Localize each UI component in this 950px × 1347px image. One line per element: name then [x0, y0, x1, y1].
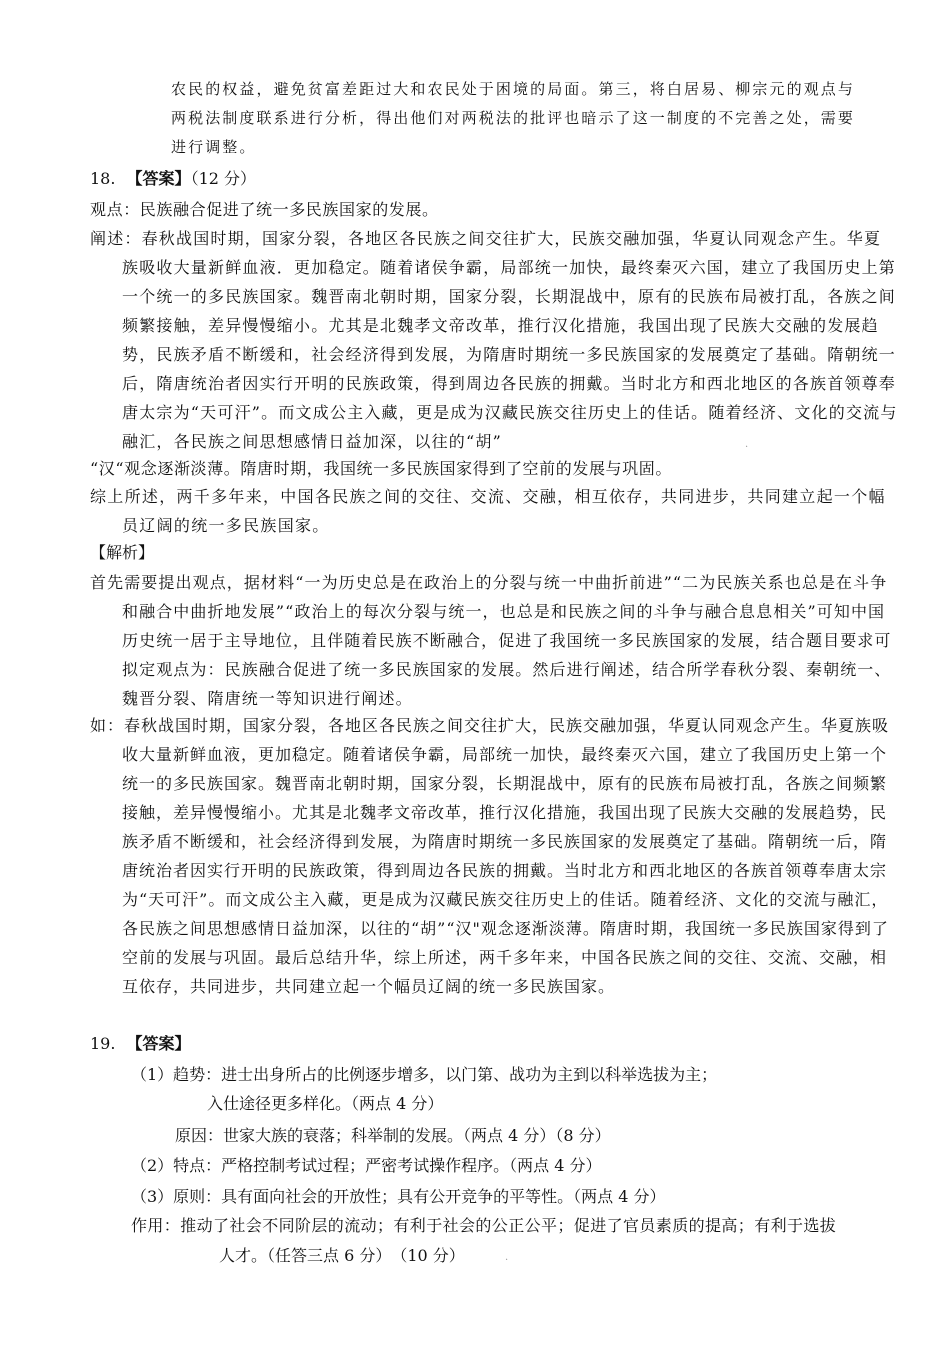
q19-part3: （3）原则：具有面向社会的开放性；具有公开竞争的平等性。（两点 4 分） [131, 1187, 666, 1206]
q18-analysis-label: 【解析】 [90, 543, 155, 562]
q18-example: 如：春秋战国时期，国家分裂，各地区各民族之间交往扩大，民族交融加强，华夏认同观念产生。华夏族吸收大量新鲜血液，更加稳定。随着诸侯争霸，局部统一加快，最终秦灭六国，建立了我国历史上第一个统一的多民族国家。魏晋南北朝时期，国家分裂，长期混战中，原有的民族布局被打乱，各族之间频繁接触，差异慢慢缩小。尤其是北魏孝文帝改革，推行汉化措施，我国出现了民族大交融的发展趋势，民族矛盾不断缓和，社会经济得到发展，为隋唐时期统一多民族国家的发展奠定了基础。隋朝统一后，隋唐统治者因实行开明的民族政策，得到周边各民族的拥戴。当时北方和西北地区的各族首领尊奉唐太宗为“天可汗”。而文成公主入藏，更是成为汉藏民族交往历史上的佳话。随着经济、文化的交流与融汇，各民族之间思想感情日益加深，以往的“胡”“汉"观念逐渐淡薄。隋唐时期，我国统一多民族国家得到了空前的发展与巩固。最后总结升华，综上所述，两千多年来，中国各民族之间的交往、交流、交融，相互依存，共同进步，共同建立起一个幅员辽阔的统一多民族国家。 [90, 716, 890, 996]
q18-analysis: 首先需要提出观点，据材料“一为历史总是在政治上的分裂与统一中曲折前进”“二为民族关系也总是在斗争和融合中曲折地发展”“政治上的每次分裂与统一，也总是和民族之间的斗争与融合息息相关”可知中国历史统一居于主导地位，且伴随着民族不断融合，促进了我国统一多民族国家的发展，结合题目要求可拟定观点为：民族融合促进了统一多民族国家的发展。然后进行阐述，结合所学春秋分裂、秦朝统一、魏晋分裂、隋唐统一等知识进行阐述。 [90, 573, 892, 708]
q19-part3-role: 作用：推动了社会不同阶层的流动；有利于社会的公正公平；促进了官员素质的提高；有利于选拔 [131, 1216, 837, 1235]
q18-elaboration-tail: “汉“观念逐渐淡薄。隋唐时期，我国统一多民族国家得到了空前的发展与巩固。 [90, 459, 672, 478]
q18-heading [90, 164, 256, 193]
q18-score: （12 分） [190, 169, 257, 188]
q18-summary: 综上所述，两千多年来，中国各民族之间的交往、交流、交融，相互依存，共同进步，共同建立起一个幅员辽阔的统一多民族国家。 [90, 487, 886, 535]
q19-number: 19. [90, 1034, 116, 1053]
continuation-paragraph: 农民的权益，避免贫富差距过大和农民处于困境的局面。第三，将白居易、柳宗元的观点与两税法制度联系进行分析，得出他们对两税法的批评也暗示了这一制度的不完善之处，需要进行调整。 [171, 80, 856, 156]
q19-part2: （2）特点：严格控制考试过程；严密考试操作程序。（两点 4 分） [131, 1156, 602, 1175]
q18-viewpoint: 观点：民族融合促进了统一多民族国家的发展。 [90, 200, 439, 219]
q18-answer-label: 【答案】 [126, 169, 191, 188]
scan-mark: . [745, 439, 749, 450]
q18-number: 18. [90, 169, 116, 188]
scan-mark: . [505, 1252, 509, 1263]
q19-part3-role-cont: 人才。（任答三点 6 分） （10 分） [219, 1246, 465, 1265]
q19-part1-trend-cont: 入仕途径更多样化。（两点 4 分） [207, 1094, 444, 1113]
q18-elaboration: 阐述：春秋战国时期，国家分裂，各地区各民族之间交往扩大，民族交融加强，华夏认同观念产生。华夏族吸收大量新鲜血液．更加稳定。随着诸侯争霸，局部统一加快，最终秦灭六国，建立了我国历史上第一个统一的多民族国家。魏晋南北朝时期，国家分裂，长期混战中，原有的民族布局被打乱，各族之间频繁接触，差异慢慢缩小。尤其是北魏孝文帝改革，推行汉化措施，我国出现了民族大交融的发展趋势，民族矛盾不断缓和，社会经济得到发展，为隋唐时期统一多民族国家的发展奠定了基础。隋朝统一后，隋唐统治者因实行开明的民族政策，得到周边各民族的拥戴。当时北方和西北地区的各族首领尊奉唐太宗为“天可汗”。而文成公主入藏，更是成为汉藏民族交往历史上的佳话。随着经济、文化的交流与融汇，各民族之间思想感情日益加深，以往的“胡” [90, 229, 898, 451]
q19-answer-label: 【答案】 [126, 1034, 191, 1053]
q19-part1-reason: 原因：世家大族的衰落；科举制的发展。（两点 4 分）（8 分） [175, 1126, 611, 1145]
q19-heading [90, 1029, 191, 1058]
q19-part1-trend: （1）趋势：进士出身所占的比例逐步增多，以门第、战功为主到以科举选拔为主； [131, 1065, 718, 1084]
